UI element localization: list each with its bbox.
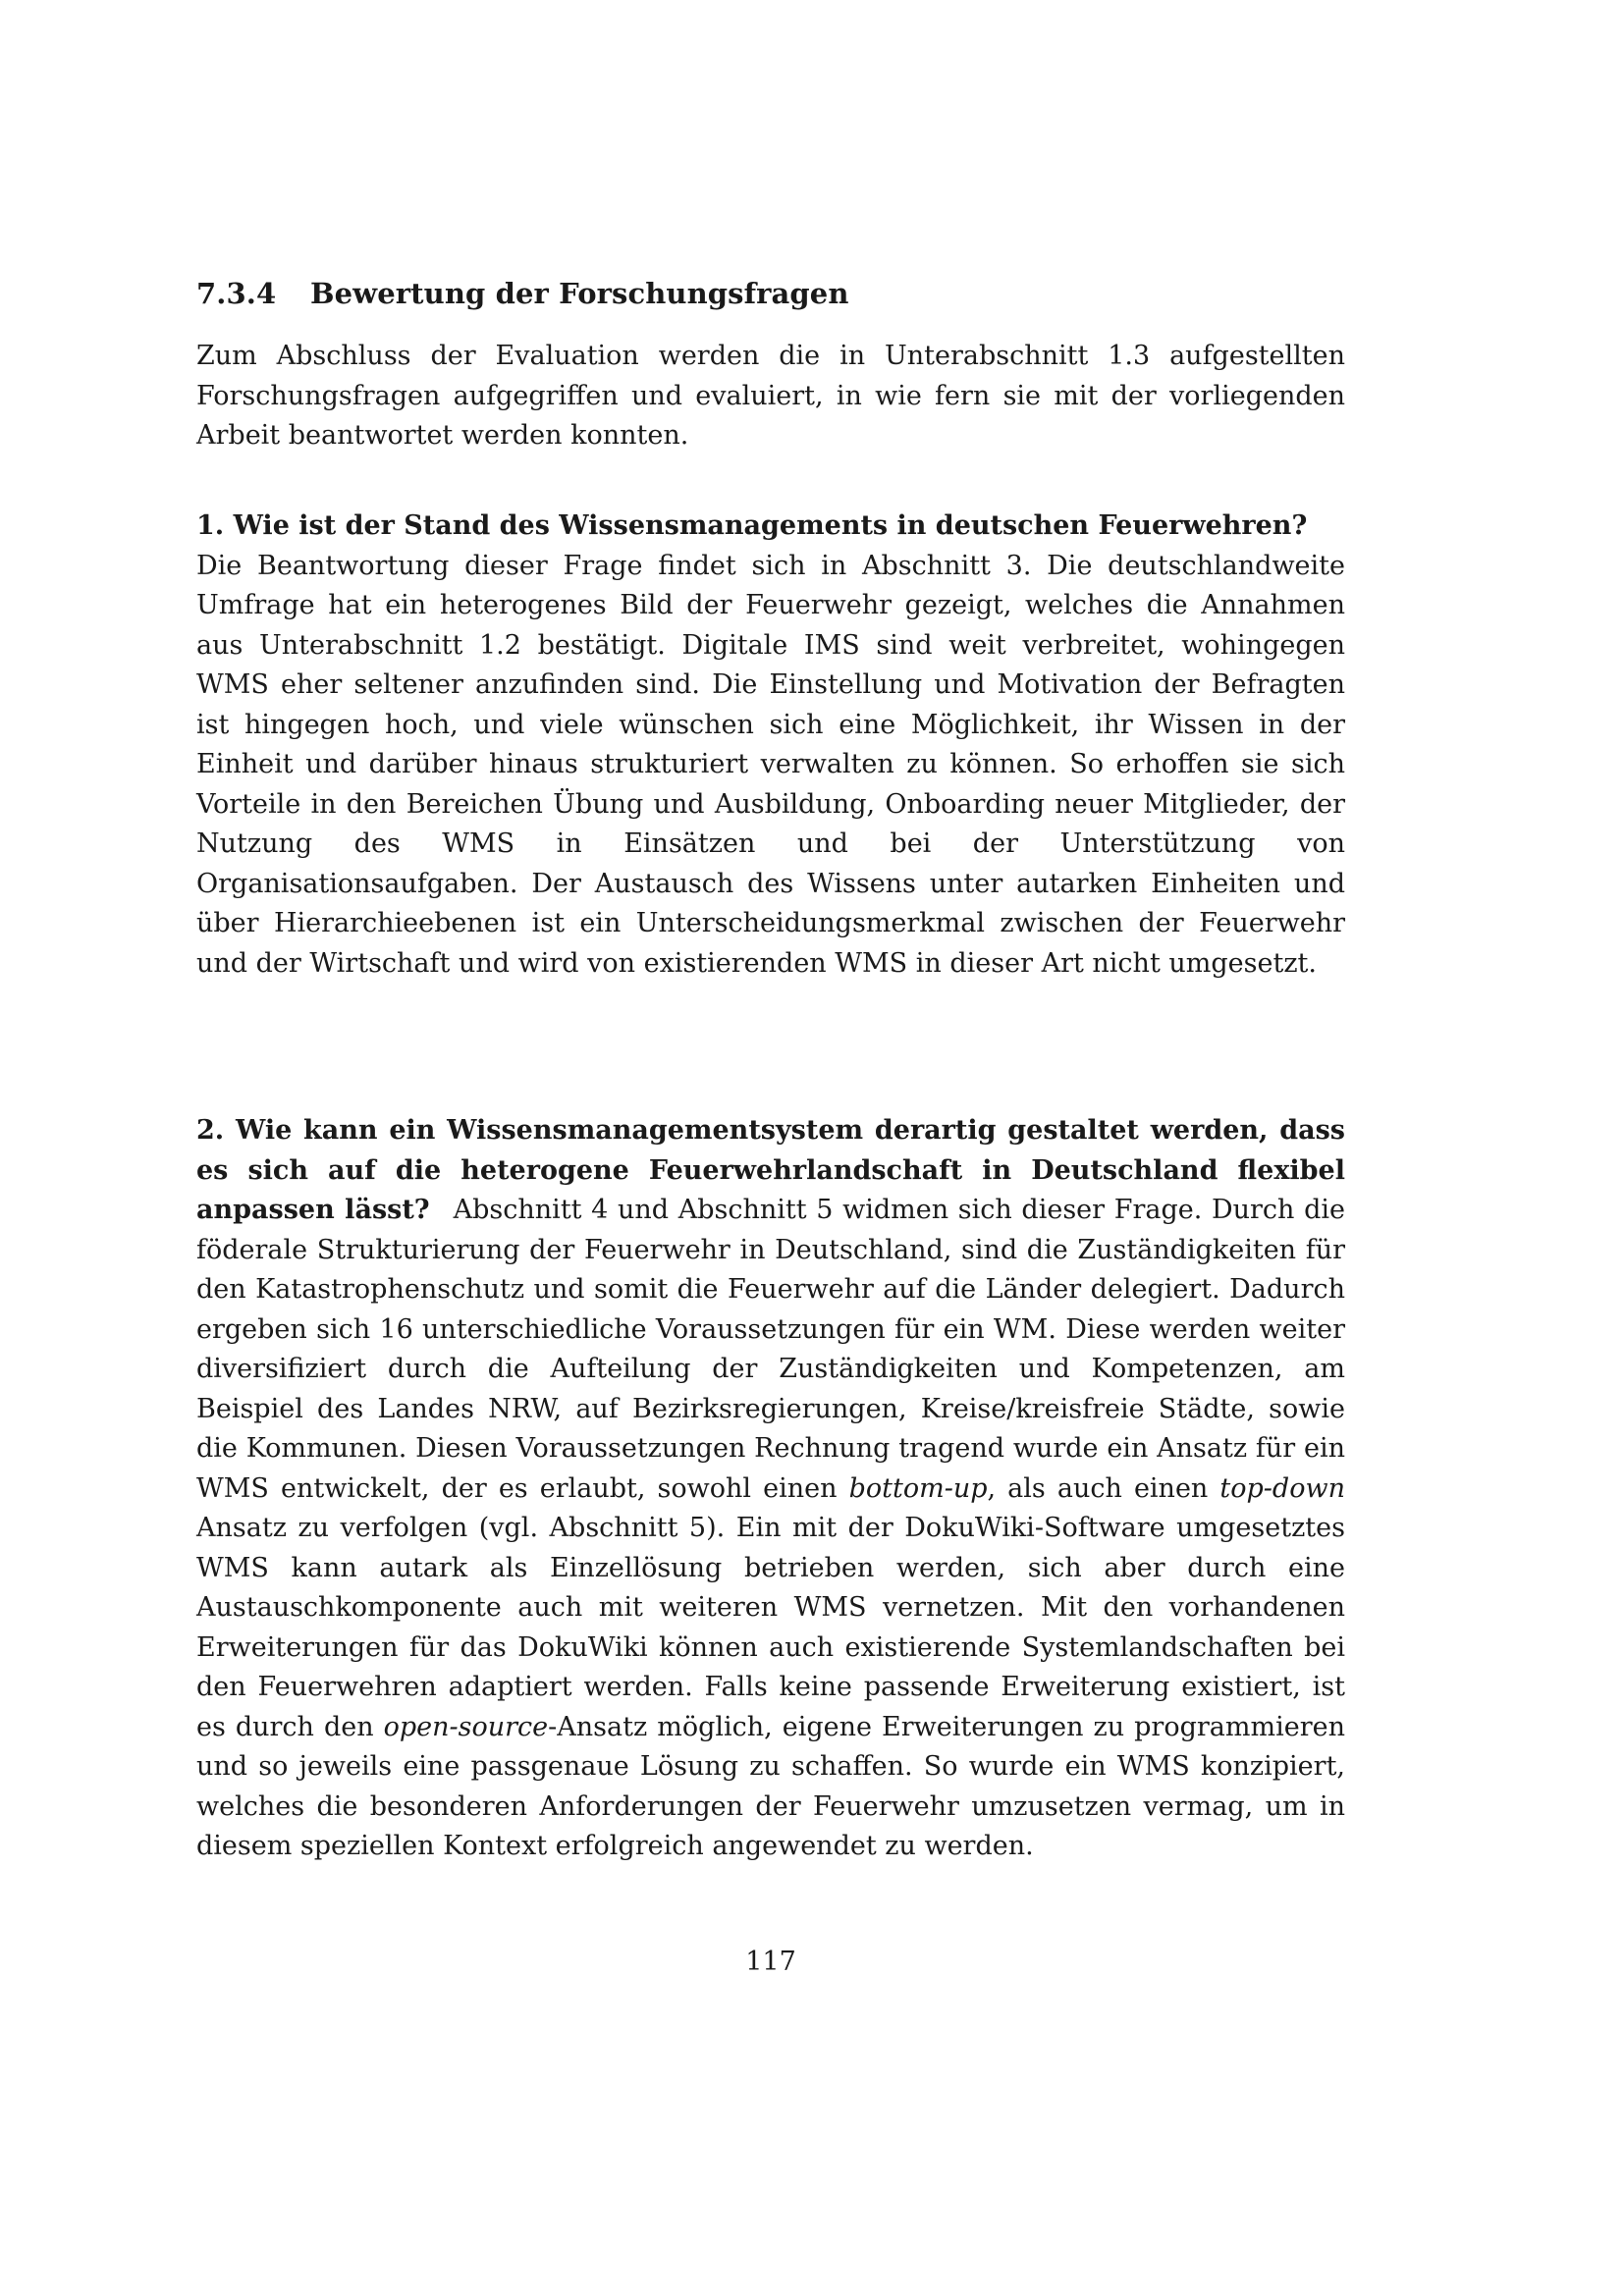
question-2-emphasis-top-down: top-down xyxy=(1219,1472,1345,1504)
question-1-text: Die Beantwortung dieser Frage findet sich in Abschnitt 3. Die deutschlandweite Umfrage hat ein heterogenes Bild der Feuerwehr gezeigt, welches die Annahmen aus Unterabschnitt 1.2 bestätigt. Digitale IMS sind weit verbreitet, wohingegen WMS eher seltener anzufinden sind. Die Einstellung und Motivation der Befragten ist hingegen hoch, und viele wünschen sich eine Möglichkeit, ihr Wissen in der Einheit und darüber hinaus strukturiert verwalten zu können. So erhoffen sie sich Vorteile in den Bereichen Übung und Ausbildung, Onboarding neuer Mitglieder, der Nutzung des WMS in Einsätzen und bei der Unterstützung von Organisationsaufgaben. Der Austausch des Wissens unter autarken Einheiten und über Hierarchieebenen ist ein Unterscheidungsmerkmal zwischen der Feuerwehr und der Wirtschaft und wird von existierenden WMS in dieser Art nicht umgesetzt. xyxy=(196,550,1345,979)
question-1-paragraph xyxy=(196,507,1345,984)
question-2-paragraph xyxy=(196,1111,1345,1867)
question-2-text-4: -Ansatz möglich, eigene Erweiterungen zu programmieren und so jeweils eine passgenaue Lösung zu schaffen. So wurde ein WMS konzipiert, welches die besonderen Anforderungen der Feuerwehr umzusetzen vermag, um in diesem speziellen Kontext erfolgreich angewendet zu werden. xyxy=(196,1711,1345,1861)
question-2-emphasis-open-source: open-source xyxy=(383,1711,549,1742)
section-heading xyxy=(196,277,1345,310)
question-2-text-3: Ansatz zu verfolgen (vgl. Abschnitt 5). Ein mit der DokuWiki-Software umgesetztes WMS kann autark als Einzellösung betrieben werden, sich aber durch eine Austauschkomponente auch mit weiteren WMS vernetzen. Mit den vorhandenen Erweiterungen für das DokuWiki können auch existierende Systemlandschaften bei den Feuerwehren adaptiert werden. Falls keine passende Erweiterung existiert, ist es durch den xyxy=(196,1513,1345,1742)
question-2-text-1: Abschnitt 4 und Abschnitt 5 widmen sich dieser Frage. Durch die föderale Strukturierung der Feuerwehr in Deutschland, sind die Zuständigkeiten für den Katastrophenschutz und somit die Feuerwehr auf die Länder delegiert. Dadurch ergeben sich 16 unterschiedliche Voraussetzungen für ein WM. Diese werden weiter diversifiziert durch die Aufteilung der Zuständigkeiten und Kompetenzen, am Beispiel des Landes NRW, auf Bezirksregierungen, Kreise/kreisfreie Städte, sowie die Kommunen. Diesen Voraussetzungen Rechnung tragend wurde ein Ansatz für ein WMS entwickelt, der es erlaubt, sowohl einen xyxy=(196,1195,1345,1504)
page-number: 117 xyxy=(745,1947,796,1977)
question-2-title: 2. Wie kann ein Wissensmanagementsystem derartig gestaltet werden, dass es sich auf die heterogene Feuerwehrlandschaft in Deutschland flexibel anpassen lässt? xyxy=(196,1115,1345,1225)
section-number: 7.3.4 xyxy=(196,277,277,310)
section-title: Bewertung der Forschungsfragen xyxy=(310,277,849,310)
intro-paragraph: Zum Abschluss der Evaluation werden die in Unterabschnitt 1.3 aufgestellten Forschungsfragen aufgegriffen und evaluiert, in wie fern sie mit der vorliegenden Arbeit beantwortet werden konnten. xyxy=(196,341,1345,451)
question-2-emphasis-bottom-up: bottom-up xyxy=(848,1472,988,1504)
question-2-text-2: , als auch einen xyxy=(987,1472,1209,1504)
question-1-title: 1. Wie ist der Stand des Wissensmanagements in deutschen Feuerwehren? xyxy=(196,510,1308,541)
